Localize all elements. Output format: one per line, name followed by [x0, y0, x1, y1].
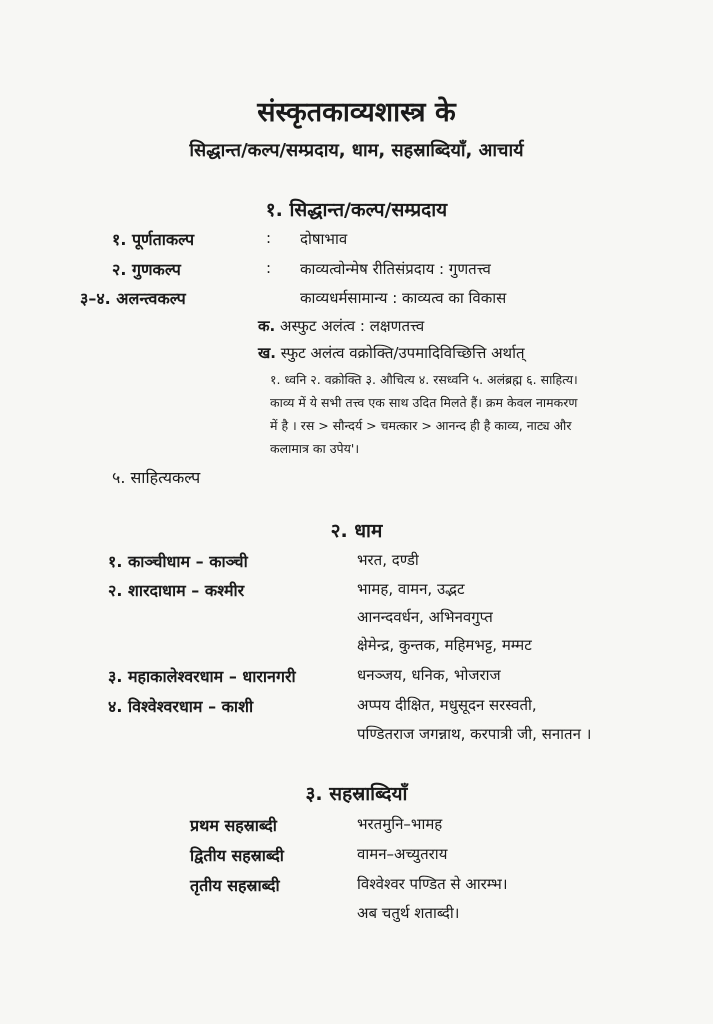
section1-row2-label: २. गुणकल्प [112, 260, 181, 279]
millennium-row3-label: तृतीय सहस्राब्दी [190, 876, 280, 895]
section1-heading: १. सिद्धान्त/कल्प/सम्प्रदाय [265, 199, 448, 221]
section1-note [270, 368, 578, 460]
dham-row4-value: अप्पय दीक्षित, मधुसूदन सरस्वती, [357, 696, 537, 714]
section1-row3-value: काव्यधर्मसामान्य : काव्यत्व का विकास [300, 289, 507, 307]
note-line: कलामात्र का उपेय'। [270, 441, 360, 456]
section1-sub-a [258, 316, 424, 336]
page-title: संस्कृतकाव्यशास्त्र के [257, 97, 456, 128]
millennium-row2-value: वामन–अच्युतराय [357, 845, 448, 863]
millennium-row1-label: प्रथम सहस्राब्दी [190, 816, 277, 835]
dham-row2-label: २. शारदाधाम – कश्मीर [108, 581, 245, 600]
section3-heading: ३. सहस्राब्दियाँ [305, 783, 408, 805]
dham-row1-value: भरत, दण्डी [357, 551, 419, 569]
dham-row4-value: पण्डितराज जगन्नाथ, करपात्री जी, सनातन । [357, 725, 592, 743]
note-line: में है । रस > सौन्दर्य > चमत्कार > आनन्द ही है काव्य, नाट्य और [270, 418, 572, 433]
sub-a-text: अस्फुट अलंत्व : लक्षणतत्त्व [280, 317, 425, 335]
section1-row2-colon: : [266, 259, 272, 277]
note-line: काव्य में ये सभी तत्त्व एक साथ उदित मिलते हैं। क्रम केवल नामकरण [270, 395, 578, 410]
dham-row2-value: क्षेमेन्द्र, कुन्तक, महिमभट्ट, मम्मट [357, 636, 532, 654]
millennium-row2-label: द्वितीय सहस्राब्दी [190, 846, 284, 865]
section1-row1-colon: : [266, 229, 272, 247]
note-line: १. ध्वनि २. वक्रोक्ति ३. औचित्य ४. रसध्वनि ५. अलंब्रह्म ६. साहित्य। [270, 372, 578, 387]
page-subtitle: सिद्धान्त/कल्प/सम्प्रदाय, धाम, सहस्राब्दियाँ, आचार्य [189, 140, 524, 161]
section2-heading: २. धाम [330, 520, 383, 542]
dham-row1-label: १. काञ्चीधाम – काञ्ची [108, 552, 248, 571]
dham-row3-value: धनञ्जय, धनिक, भोजराज [357, 666, 501, 684]
section1-row3-label: ३–४. अलन्त्वकल्प [80, 289, 186, 308]
dham-row2-value: आनन्दवर्धन, अभिनवगुप्त [357, 608, 493, 626]
sub-b-text: स्फुट अलंत्व वक्रोक्ति/उपमादिविच्छित्ति अर्थात् [280, 344, 525, 362]
sub-b-marker: ख. [258, 344, 276, 362]
section1-row5: ५. साहित्यकल्प [112, 468, 201, 487]
dham-row2-value: भामह, वामन, उद्भट [357, 580, 465, 598]
dham-row4-label: ४. विश्वेश्वरधाम – काशी [108, 697, 254, 716]
section1-sub-b [258, 343, 525, 363]
section1-row1-label: १. पूर्णताकल्प [112, 230, 195, 249]
dham-row3-label: ३. महाकालेश्वरधाम – धारानगरी [108, 667, 296, 686]
sub-a-marker: क. [258, 317, 276, 335]
millennium-row1-value: भरतमुनि–भामह [357, 815, 443, 833]
millennium-row3-value: विश्वेश्वर पण्डित से आरम्भ। [357, 875, 508, 893]
millennium-extra: अब चतुर्थ शताब्दी। [357, 904, 460, 922]
section1-row1-value: दोषाभाव [300, 230, 348, 248]
section1-row2-value: काव्यत्वोन्मेष रीतिसंप्रदाय : गुणतत्त्व [300, 260, 491, 278]
